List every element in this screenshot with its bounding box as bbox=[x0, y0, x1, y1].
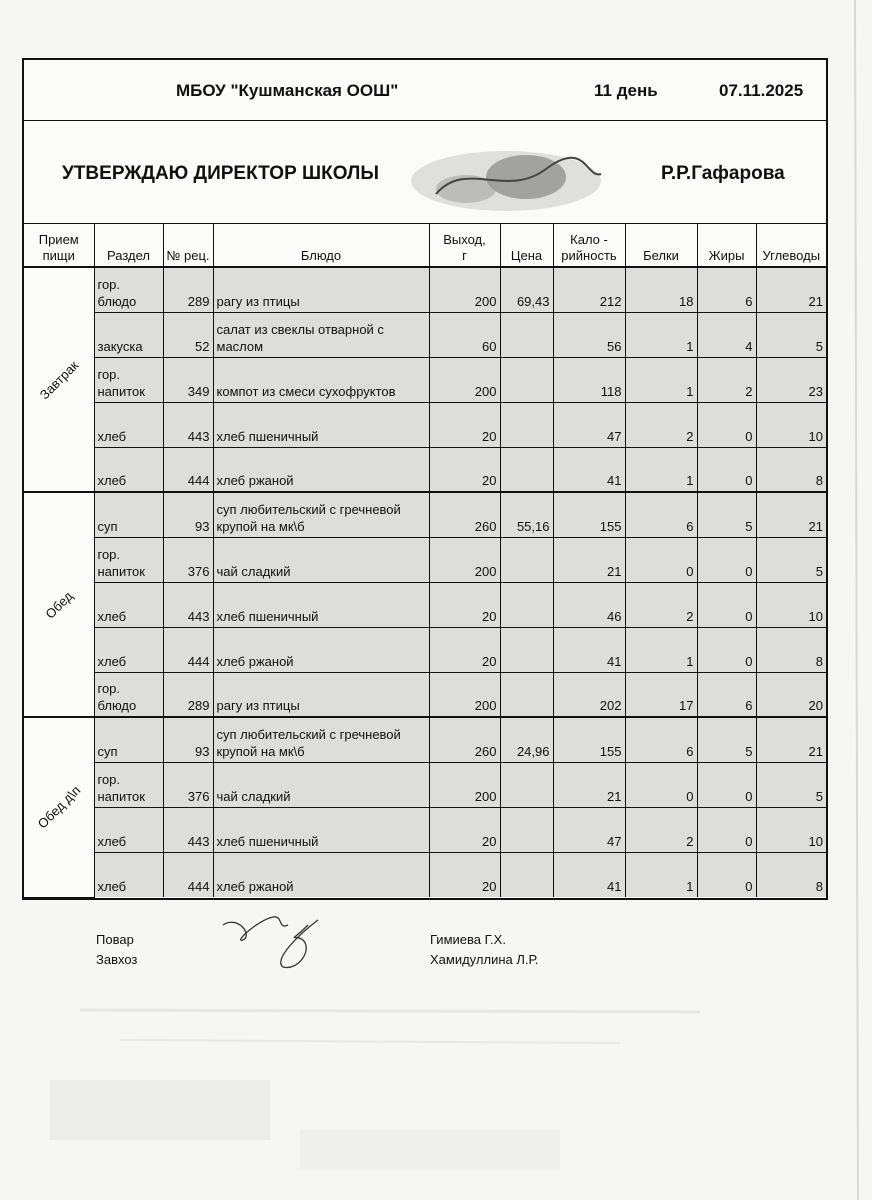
col-protein: Белки bbox=[625, 224, 697, 267]
col-recipe: № рец. bbox=[163, 224, 213, 267]
carbs-cell: 8 bbox=[756, 447, 826, 492]
price-cell bbox=[500, 672, 553, 717]
price-cell: 24,96 bbox=[500, 717, 553, 762]
dish-cell: чай сладкий bbox=[213, 537, 429, 582]
fat-cell: 6 bbox=[697, 672, 756, 717]
director-signature-smudge bbox=[396, 139, 616, 223]
section-cell: гор. блюдо bbox=[94, 672, 163, 717]
price-cell bbox=[500, 762, 553, 807]
meal-name: Завтрак bbox=[36, 357, 81, 402]
price-cell bbox=[500, 447, 553, 492]
fat-cell: 0 bbox=[697, 807, 756, 852]
table-row bbox=[24, 672, 826, 717]
protein-cell: 0 bbox=[625, 537, 697, 582]
dish-cell: хлеб ржаной bbox=[213, 627, 429, 672]
price-cell bbox=[500, 357, 553, 402]
output-cell: 20 bbox=[429, 582, 500, 627]
calories-cell: 46 bbox=[553, 582, 625, 627]
header-row bbox=[24, 60, 826, 121]
carbs-cell: 10 bbox=[756, 402, 826, 447]
fat-cell: 4 bbox=[697, 312, 756, 357]
approval-row bbox=[24, 121, 826, 224]
cook-name: Гимиева Г.Х. bbox=[430, 932, 506, 947]
output-cell: 200 bbox=[429, 537, 500, 582]
section-cell: гор. блюдо bbox=[94, 267, 163, 312]
fat-cell: 6 bbox=[697, 267, 756, 312]
output-cell: 260 bbox=[429, 492, 500, 537]
section-cell: суп bbox=[94, 492, 163, 537]
col-carbs: Углеводы bbox=[756, 224, 826, 267]
calories-cell: 118 bbox=[553, 357, 625, 402]
carbs-cell: 20 bbox=[756, 672, 826, 717]
dish-cell: салат из свеклы отварной с маслом bbox=[213, 312, 429, 357]
calories-cell: 155 bbox=[553, 492, 625, 537]
output-cell: 20 bbox=[429, 627, 500, 672]
table-row bbox=[24, 447, 826, 492]
section-cell: хлеб bbox=[94, 627, 163, 672]
protein-cell: 0 bbox=[625, 762, 697, 807]
section-cell: хлеб bbox=[94, 582, 163, 627]
output-cell: 60 bbox=[429, 312, 500, 357]
meal-name-cell bbox=[24, 492, 94, 717]
col-price: Цена bbox=[500, 224, 553, 267]
col-calories: Кало - рийность bbox=[553, 224, 625, 267]
table-row bbox=[24, 852, 826, 897]
section-cell: гор. напиток bbox=[94, 762, 163, 807]
approval-title: УТВЕРЖДАЮ ДИРЕКТОР ШКОЛЫ bbox=[62, 163, 379, 184]
recipe-cell: 93 bbox=[163, 717, 213, 762]
recipe-cell: 289 bbox=[163, 267, 213, 312]
recipe-cell: 443 bbox=[163, 402, 213, 447]
fat-cell: 0 bbox=[697, 762, 756, 807]
dish-cell: хлеб ржаной bbox=[213, 447, 429, 492]
calories-cell: 21 bbox=[553, 537, 625, 582]
carbs-cell: 10 bbox=[756, 582, 826, 627]
fat-cell: 0 bbox=[697, 852, 756, 897]
price-cell bbox=[500, 402, 553, 447]
dish-cell: хлеб пшеничный bbox=[213, 807, 429, 852]
output-cell: 200 bbox=[429, 267, 500, 312]
col-section: Раздел bbox=[94, 224, 163, 267]
table-row bbox=[24, 492, 826, 537]
recipe-cell: 444 bbox=[163, 852, 213, 897]
carbs-cell: 23 bbox=[756, 357, 826, 402]
recipe-cell: 443 bbox=[163, 582, 213, 627]
day-number: 11 день bbox=[594, 81, 658, 100]
fat-cell: 2 bbox=[697, 357, 756, 402]
output-cell: 200 bbox=[429, 762, 500, 807]
meal-name: Обед д\п bbox=[34, 782, 84, 832]
protein-cell: 18 bbox=[625, 267, 697, 312]
calories-cell: 56 bbox=[553, 312, 625, 357]
table-row bbox=[24, 627, 826, 672]
table-row bbox=[24, 537, 826, 582]
dish-cell: рагу из птицы bbox=[213, 267, 429, 312]
section-cell: суп bbox=[94, 717, 163, 762]
dish-cell: хлеб ржаной bbox=[213, 852, 429, 897]
cook-role: Повар bbox=[96, 932, 134, 947]
output-cell: 200 bbox=[429, 357, 500, 402]
recipe-cell: 289 bbox=[163, 672, 213, 717]
section-cell: гор. напиток bbox=[94, 357, 163, 402]
protein-cell: 1 bbox=[625, 627, 697, 672]
price-cell bbox=[500, 627, 553, 672]
table-row bbox=[24, 807, 826, 852]
price-cell bbox=[500, 312, 553, 357]
supply-name: Хамидуллина Л.Р. bbox=[430, 952, 539, 967]
dish-cell: компот из смеси сухофруктов bbox=[213, 357, 429, 402]
menu-table bbox=[24, 224, 826, 898]
table-row bbox=[24, 402, 826, 447]
protein-cell: 1 bbox=[625, 357, 697, 402]
protein-cell: 2 bbox=[625, 582, 697, 627]
section-cell: хлеб bbox=[94, 852, 163, 897]
dish-cell: хлеб пшеничный bbox=[213, 582, 429, 627]
recipe-cell: 443 bbox=[163, 807, 213, 852]
calories-cell: 155 bbox=[553, 717, 625, 762]
recipe-cell: 376 bbox=[163, 537, 213, 582]
calories-cell: 41 bbox=[553, 852, 625, 897]
carbs-cell: 21 bbox=[756, 267, 826, 312]
signature-roles bbox=[96, 930, 137, 970]
protein-cell: 1 bbox=[625, 447, 697, 492]
carbs-cell: 21 bbox=[756, 492, 826, 537]
table-row bbox=[24, 762, 826, 807]
price-cell bbox=[500, 537, 553, 582]
protein-cell: 1 bbox=[625, 312, 697, 357]
calories-cell: 202 bbox=[553, 672, 625, 717]
menu-date: 07.11.2025 bbox=[719, 81, 804, 100]
carbs-cell: 21 bbox=[756, 717, 826, 762]
recipe-cell: 444 bbox=[163, 627, 213, 672]
calories-cell: 41 bbox=[553, 447, 625, 492]
cook-signature bbox=[218, 905, 338, 975]
table-row bbox=[24, 357, 826, 402]
recipe-cell: 349 bbox=[163, 357, 213, 402]
col-dish: Блюдо bbox=[213, 224, 429, 267]
calories-cell: 47 bbox=[553, 402, 625, 447]
recipe-cell: 52 bbox=[163, 312, 213, 357]
output-cell: 200 bbox=[429, 672, 500, 717]
output-cell: 260 bbox=[429, 717, 500, 762]
meal-name: Обед bbox=[42, 587, 76, 622]
school-name: МБОУ "Кушманская ООШ" bbox=[176, 81, 399, 100]
section-cell: хлеб bbox=[94, 447, 163, 492]
col-meal: Прием пищи bbox=[24, 224, 94, 267]
output-cell: 20 bbox=[429, 402, 500, 447]
section-cell: закуска bbox=[94, 312, 163, 357]
protein-cell: 6 bbox=[625, 717, 697, 762]
meal-name-cell bbox=[24, 267, 94, 492]
fat-cell: 0 bbox=[697, 537, 756, 582]
output-cell: 20 bbox=[429, 447, 500, 492]
table-row bbox=[24, 582, 826, 627]
output-cell: 20 bbox=[429, 852, 500, 897]
carbs-cell: 5 bbox=[756, 312, 826, 357]
dish-cell: суп любительский с гречневой крупой на мк\б bbox=[213, 492, 429, 537]
menu-table-body bbox=[24, 267, 826, 897]
fat-cell: 0 bbox=[697, 402, 756, 447]
recipe-cell: 376 bbox=[163, 762, 213, 807]
dish-cell: рагу из птицы bbox=[213, 672, 429, 717]
section-cell: гор. напиток bbox=[94, 537, 163, 582]
section-cell: хлеб bbox=[94, 402, 163, 447]
section-cell: хлеб bbox=[94, 807, 163, 852]
dish-cell: хлеб пшеничный bbox=[213, 402, 429, 447]
protein-cell: 2 bbox=[625, 807, 697, 852]
meal-name-cell bbox=[24, 717, 94, 897]
fat-cell: 5 bbox=[697, 492, 756, 537]
carbs-cell: 5 bbox=[756, 537, 826, 582]
fat-cell: 0 bbox=[697, 582, 756, 627]
output-cell: 20 bbox=[429, 807, 500, 852]
signature-names bbox=[430, 930, 538, 970]
carbs-cell: 5 bbox=[756, 762, 826, 807]
fat-cell: 0 bbox=[697, 447, 756, 492]
menu-sheet bbox=[22, 58, 828, 900]
protein-cell: 1 bbox=[625, 852, 697, 897]
calories-cell: 41 bbox=[553, 627, 625, 672]
recipe-cell: 93 bbox=[163, 492, 213, 537]
dish-cell: чай сладкий bbox=[213, 762, 429, 807]
protein-cell: 6 bbox=[625, 492, 697, 537]
protein-cell: 17 bbox=[625, 672, 697, 717]
carbs-cell: 8 bbox=[756, 852, 826, 897]
supply-role: Завхоз bbox=[96, 952, 138, 967]
carbs-cell: 10 bbox=[756, 807, 826, 852]
fat-cell: 5 bbox=[697, 717, 756, 762]
price-cell bbox=[500, 852, 553, 897]
price-cell: 55,16 bbox=[500, 492, 553, 537]
calories-cell: 47 bbox=[553, 807, 625, 852]
col-fat: Жиры bbox=[697, 224, 756, 267]
calories-cell: 21 bbox=[553, 762, 625, 807]
carbs-cell: 8 bbox=[756, 627, 826, 672]
table-header-row bbox=[24, 224, 826, 267]
recipe-cell: 444 bbox=[163, 447, 213, 492]
table-row bbox=[24, 312, 826, 357]
price-cell bbox=[500, 807, 553, 852]
director-name: Р.Р.Гафарова bbox=[661, 163, 785, 184]
fat-cell: 0 bbox=[697, 627, 756, 672]
table-row bbox=[24, 717, 826, 762]
table-row bbox=[24, 267, 826, 312]
price-cell: 69,43 bbox=[500, 267, 553, 312]
dish-cell: суп любительский с гречневой крупой на мк\б bbox=[213, 717, 429, 762]
col-output: Выход, г bbox=[429, 224, 500, 267]
protein-cell: 2 bbox=[625, 402, 697, 447]
price-cell bbox=[500, 582, 553, 627]
calories-cell: 212 bbox=[553, 267, 625, 312]
